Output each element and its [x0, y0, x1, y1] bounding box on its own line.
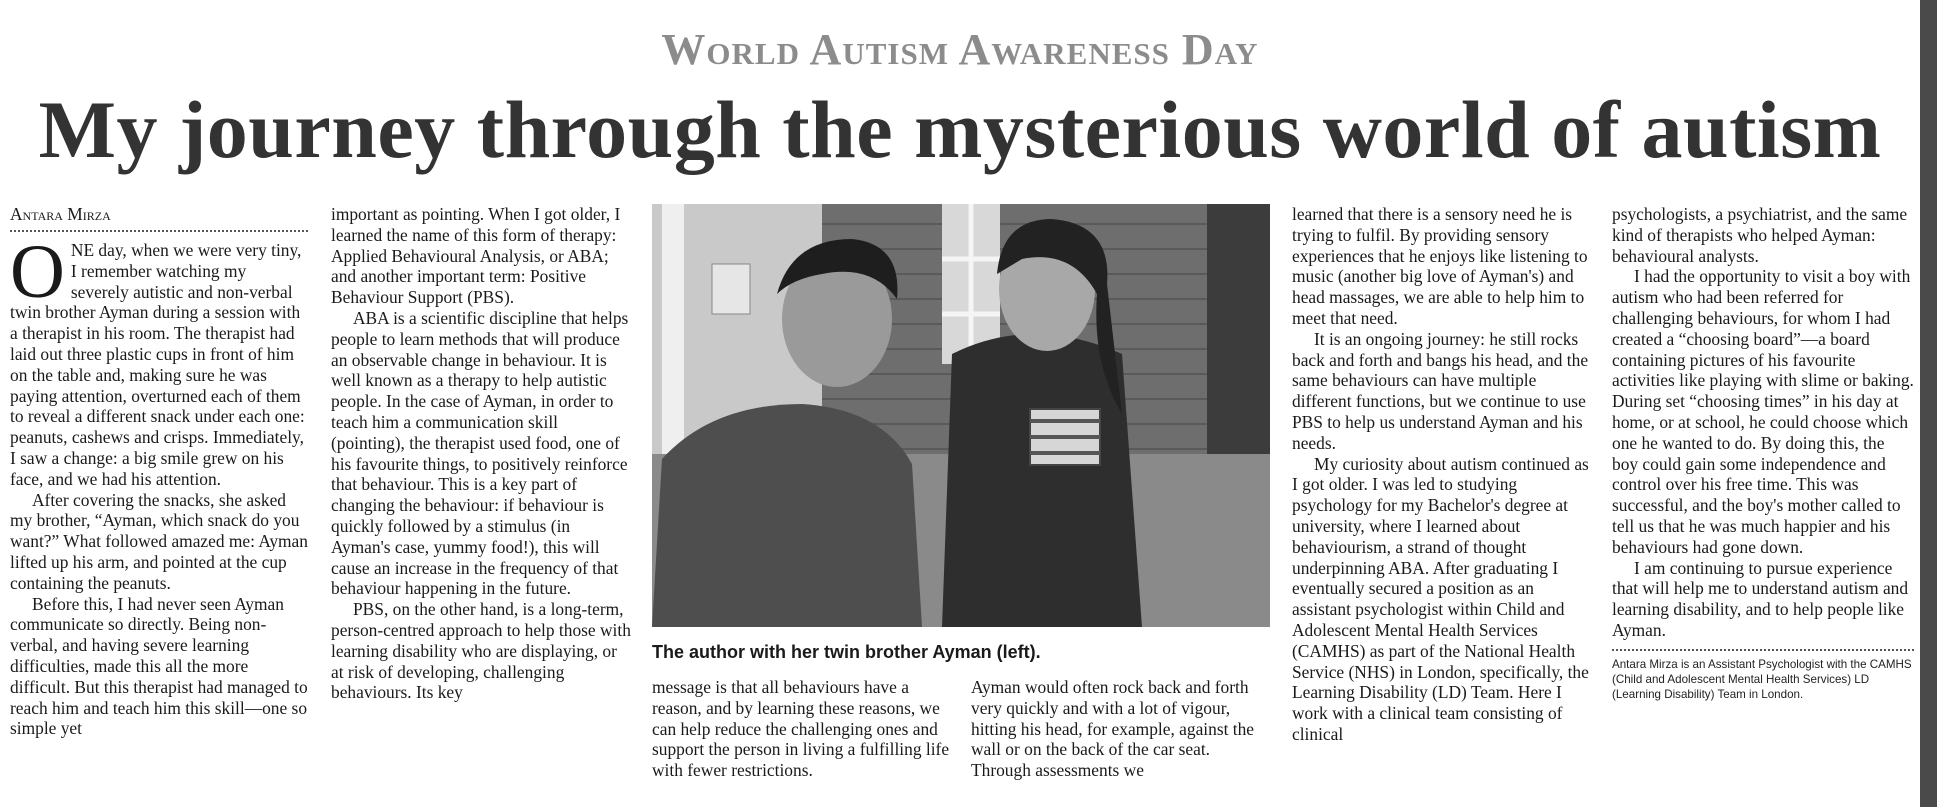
section-kicker: World Autism Awareness Day	[661, 25, 1259, 74]
article-column-5	[1612, 204, 1914, 702]
paragraph: Ayman would often rock back and forth very quickly and with a lot of vigour, hitting his head, for example, against the wall or on the back of the car seat. Through assessments we	[971, 677, 1255, 781]
article-column-3b	[971, 677, 1271, 781]
paragraph: After covering the snacks, she asked my brother, “Ayman, which snack do you want?” What followed amazed me: Ayman lifted up his arm, and pointed at the cup containing the peanuts.	[10, 489, 308, 593]
paragraph: important as pointing. When I got older, I learned the name of this form of therapy: Applied Behavioural Analysis, or ABA; and another important term: Positive Behaviour Support (PBS).	[331, 204, 621, 308]
photo-caption: The author with her twin brother Ayman (left).	[652, 642, 1041, 662]
paragraph	[10, 230, 308, 490]
paragraph: PBS, on the other hand, is a long-term, person-centred approach to help those with learning disability who are displaying, or at risk of developing, challenging behaviours. Its key	[331, 599, 631, 703]
paragraph: learned that there is a sensory need he is trying to fulfil. By providing sensory experiences that he enjoys like listening to music (another big love of Ayman's) and head massages, we are able to help him to meet that need.	[1292, 204, 1588, 328]
paragraph: I had the opportunity to visit a boy with autism who had been referred for challenging behaviours, for whom I had created a “choosing board”—a board containing pictures of his favourite activities like playing with slime or baking. During set “choosing times” in his day at home, or at school, he could choose which one he wanted to do. By doing this, the boy could gain some independence and control over his free time. This was successful, and the boy's mother called to tell us that he was much happier and his behaviours had gone down.	[1612, 266, 1914, 557]
paragraph: ABA is a scientific discipline that helps people to learn methods that will produce an observable change in behaviour. It is well known as a therapy to help autistic people. In the case of Ayman, in order to teach him a communication skill (pointing), the therapist used food, one of his favourite things, to positively reinforce that behaviour. This is a key part of changing the behaviour: if behaviour is quickly followed by a stimulus (in Ayman's case, yummy food!), this will cause an increase in the frequency of that behaviour happening in the future.	[331, 307, 629, 599]
paragraph: psychologists, a psychiatrist, and the same kind of therapists who helped Ayman: behavioural analysts.	[1612, 204, 1908, 266]
drop-cap: O	[10, 230, 65, 314]
article-column-4	[1292, 204, 1592, 745]
photo-illustration	[652, 204, 1270, 627]
paragraph-text: NE day, when we were very tiny, I remember watching my severely autistic and non-verbal twin brother Ayman during a session with a therapist in his room. The therapist had laid out three plastic cups in front of him on the table and, making sure he was paying attention, overturned each of them to reveal a different snack under each one: peanuts, cashews and crisps. Immediately, I saw a change: a big smile grew on his face, and we had his attention.	[10, 240, 305, 489]
article-column-1	[10, 204, 308, 739]
headline: My journey through the mysterious world of autism	[38, 84, 1882, 175]
article-column-2	[331, 204, 631, 703]
paragraph: message is that all behaviours have a reason, and by learning these reasons, we can help reduce the challenging ones and support the person in living a fulfilling life with fewer restrictions.	[652, 677, 950, 781]
byline: Antara Mirza	[10, 204, 308, 232]
author-bio: Antara Mirza is an Assistant Psychologist with the CAMHS (Child and Adolescent Mental Health Services) LD (Learning Disability) Team in London.	[1612, 649, 1914, 702]
paragraph: I am continuing to pursue experience that will help me to understand autism and learning disability, and to help people like Ayman.	[1612, 557, 1909, 640]
article-photo	[652, 204, 1270, 627]
article-column-3	[652, 677, 950, 781]
page-edge-bar	[1920, 0, 1937, 807]
paragraph: Before this, I had never seen Ayman communicate so directly. Being non-verbal, and having severe learning difficulties, made this all the more difficult. But this therapist had managed to reach him and teach him this skill—one so simple yet	[10, 593, 308, 739]
paragraph: It is an ongoing journey: he still rocks back and forth and bangs his head, and the same behaviours can have multiple different functions, but we continue to use PBS to help us understand Ayman and his needs.	[1292, 328, 1589, 453]
paragraph: My curiosity about autism continued as I got older. I was led to studying psychology for my Bachelor's degree at university, where I learned about behaviourism, a strand of thought underpinning ABA. After graduating I eventually secured a position as an assistant psychologist within Child and Adolescent Mental Health Services (CAMHS) as part of the National Health Service (NHS) in London, specifically, the Learning Disability (LD) Team. Here I work with a clinical team consisting of clinical	[1292, 453, 1589, 744]
